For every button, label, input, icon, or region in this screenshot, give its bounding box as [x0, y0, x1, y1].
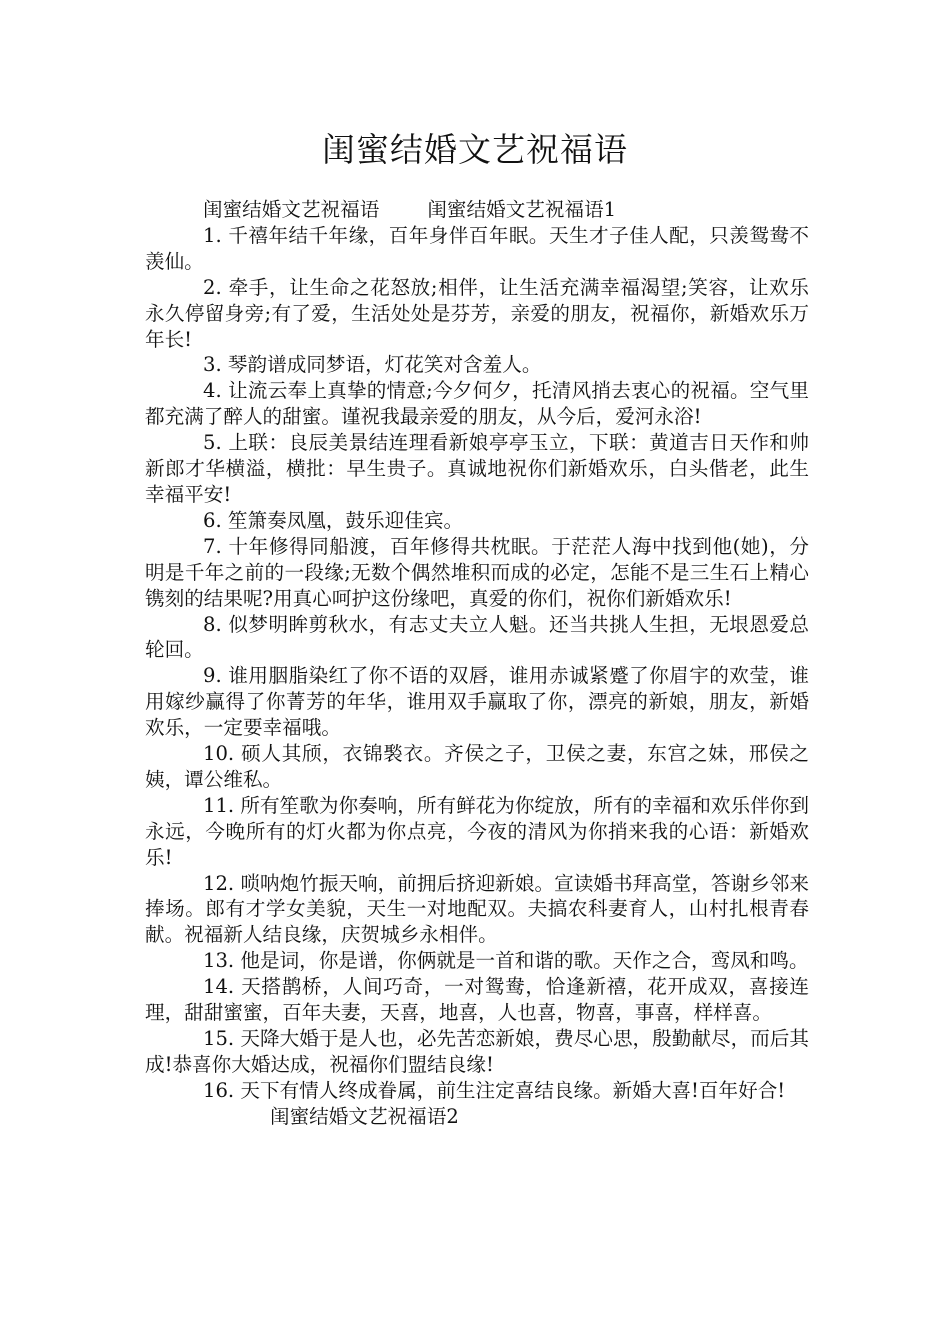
blessing-item-3: 3. 琴韵谱成同梦语，灯花笑对含羞人。	[203, 353, 542, 377]
blessing-item-7: 7. 十年修得同船渡，百年修得共枕眠。于茫茫人海中找到他(她)，分明是千年之前的一段缘;无数个偶然堆积而成的必定，怎能不是三生石上精心镌刻的结果呢?用真心呵护这份缘吧，真爱的你们，祝你们新婚欢乐!	[145, 534, 809, 610]
blessing-item-12: 12. 唢呐炮竹振天响，前拥后挤迎新娘。宣读婚书拜高堂，答谢乡邻来捧场。郎有才学女美貌，天生一对地配双。夫搞农科妻育人，山村扎根青春献。祝福新人结良缘，庆贺城乡永相伴。	[145, 871, 809, 947]
document-title: 闺蜜结婚文艺祝福语	[322, 130, 628, 169]
blessing-item-10: 10. 硕人其颀，衣锦褧衣。齐侯之子，卫侯之妻，东宫之妹，邢侯之姨，谭公维私。	[145, 742, 809, 791]
document-body	[145, 197, 809, 1130]
intro-heading: 闺蜜结婚文艺祝福语	[203, 198, 380, 221]
blessing-item-9: 9. 谁用胭脂染红了你不语的双唇，谁用赤诚紧蹙了你眉宇的欢莹，谁用嫁纱赢得了你菁芳的年华，谁用双手赢取了你，漂亮的新娘，朋友，新婚欢乐，一定要幸福哦。	[145, 664, 809, 740]
blessing-item-6: 6. 笙箫奏凤凰，鼓乐迎佳宾。	[203, 508, 464, 532]
blessing-item-4: 4. 让流云奉上真挚的情意;今夕何夕，托清风捎去衷心的祝福。空气里都充满了醉人的甜蜜。谨祝我最亲爱的朋友，从今后，爱河永浴!	[145, 379, 809, 429]
blessing-item-8: 8. 似梦明眸剪秋水，有志丈夫立人魁。还当共挑人生担，无垠恩爱总轮回。	[145, 612, 809, 662]
blessing-item-1: 1. 千禧年结千年缘，百年身伴百年眠。天生才子佳人配，只羡鸳鸯不羡仙。	[145, 223, 809, 273]
blessing-item-11: 11. 所有笙歌为你奏响，所有鲜花为你绽放，所有的幸福和欢乐伴你到永远，今晚所有的灯火都为你点亮，今夜的清风为你捎来我的心语：新婚欢乐!	[145, 793, 809, 869]
blessing-item-13: 13. 他是词，你是谱，你俩就是一首和谐的歌。天作之合，鸾凤和鸣。	[203, 949, 809, 973]
blessing-item-5: 5. 上联：良辰美景结连理看新娘亭亭玉立，下联：黄道吉日天作和帅新郎才华横溢，横批：早生贵子。真诚地祝你们新婚欢乐，白头偕老，此生幸福平安!	[145, 431, 809, 506]
blessing-item-15: 15. 天降大婚于是人也，必先苦恋新娘，费尽心思，殷勤献尽，而后其成!恭喜你大婚达成，祝福你们盟结良缘!	[145, 1027, 809, 1076]
blessing-item-16: 16. 天下有情人终成眷属，前生注定喜结良缘。新婚大喜!百年好合!	[203, 1078, 786, 1102]
section2-heading: 闺蜜结婚文艺祝福语2	[270, 1104, 459, 1128]
intro-line	[145, 197, 809, 223]
section1-heading: 闺蜜结婚文艺祝福语1	[427, 198, 617, 221]
blessing-item-14: 14. 天搭鹊桥，人间巧奇，一对鸳鸯，恰逢新禧，花开成双，喜接连理，甜甜蜜蜜，百年夫妻，天喜，地喜，人也喜，物喜，事喜，样样喜。	[145, 975, 809, 1025]
blessing-item-2: 2. 牵手，让生命之花怒放;相伴，让生活充满幸福渴望;笑容，让欢乐永久停留身旁;有了爱，生活处处是芬芳，亲爱的朋友，祝福你，新婚欢乐万年长!	[145, 275, 809, 351]
